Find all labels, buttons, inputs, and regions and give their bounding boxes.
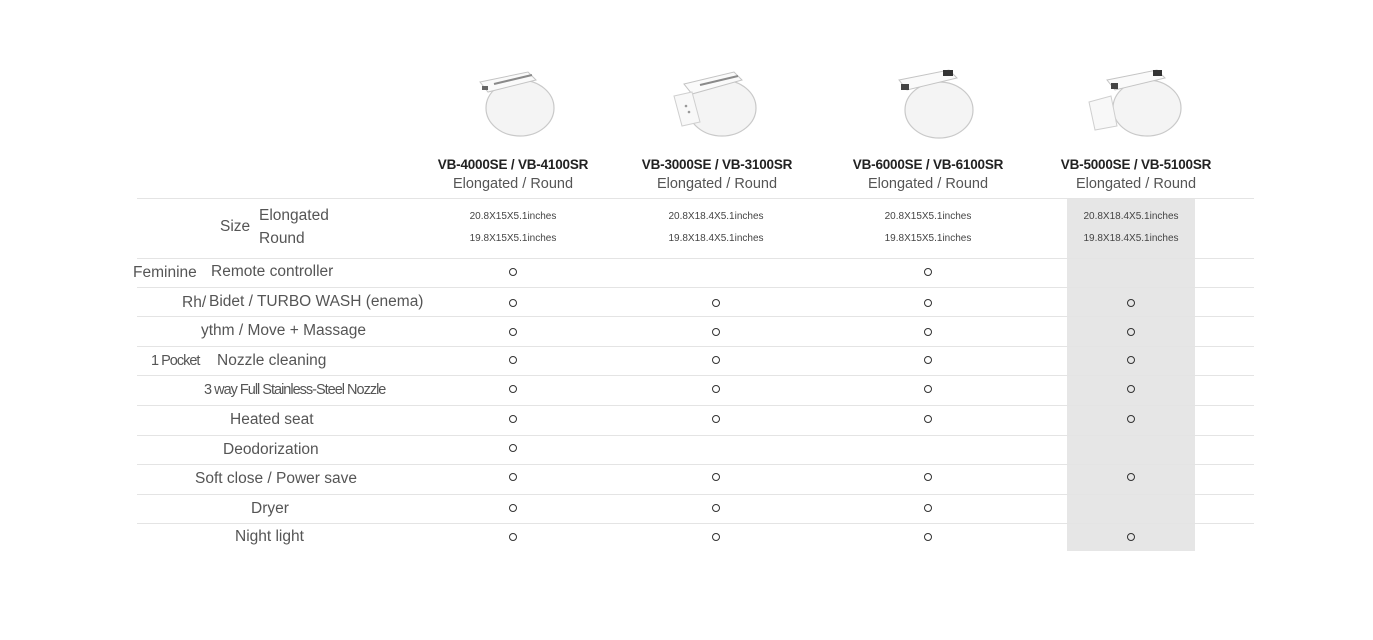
availability-mark (712, 504, 720, 512)
availability-mark (509, 444, 517, 452)
availability-mark (509, 415, 517, 423)
row-divider (137, 198, 1254, 199)
availability-mark (509, 328, 517, 336)
availability-mark (924, 299, 932, 307)
availability-mark (509, 268, 517, 276)
availability-mark (712, 473, 720, 481)
night-light-label: Night light (235, 528, 304, 545)
availability-mark (924, 473, 932, 481)
availability-mark (1127, 356, 1135, 364)
soft-close-label: Soft close / Power save (195, 470, 357, 487)
size-elongated-value: 20.8X15X5.1inches (469, 211, 557, 222)
availability-mark (1127, 385, 1135, 393)
availability-mark (509, 533, 517, 541)
rh-label: Rh/ (182, 294, 207, 311)
rhythm-label: ythm / Move + Massage (201, 322, 366, 339)
availability-mark (924, 268, 932, 276)
size-elongated-value: 20.8X18.4X5.1inches (1083, 211, 1179, 222)
availability-mark (924, 533, 932, 541)
availability-mark (509, 356, 517, 364)
model-name: VB-5000SE / VB-5100SR (1060, 157, 1212, 172)
row-divider (137, 464, 1254, 465)
availability-mark (712, 533, 720, 541)
size-round-value: 19.8X15X5.1inches (884, 233, 972, 244)
bidet-seat-image (1081, 58, 1191, 148)
availability-mark (509, 504, 517, 512)
availability-mark (924, 385, 932, 393)
row-divider (137, 316, 1254, 317)
size-round-value: 19.8X18.4X5.1inches (668, 233, 764, 244)
model-shape: Elongated / Round (1075, 176, 1197, 192)
row-divider (137, 523, 1254, 524)
availability-mark (712, 385, 720, 393)
model-name: VB-4000SE / VB-4100SR (437, 157, 589, 172)
model-name: VB-3000SE / VB-3100SR (641, 157, 793, 172)
availability-mark (712, 356, 720, 364)
product-column-3 (828, 58, 1028, 194)
nozzle-cleaning-label: Nozzle cleaning (217, 352, 327, 369)
product-column-2 (617, 58, 817, 194)
row-divider (137, 494, 1254, 495)
size-label: Size (220, 218, 251, 235)
availability-mark (1127, 299, 1135, 307)
size-elongated-value: 20.8X15X5.1inches (884, 211, 972, 222)
row-divider (137, 435, 1254, 436)
availability-mark (924, 415, 932, 423)
heated-seat-label: Heated seat (230, 411, 314, 428)
row-divider (137, 258, 1254, 259)
remote-label: Remote controller (211, 263, 334, 280)
availability-mark (509, 473, 517, 481)
availability-mark (1127, 533, 1135, 541)
model-shape: Elongated / Round (867, 176, 989, 192)
bidet-seat-image (458, 58, 568, 148)
availability-mark (712, 328, 720, 336)
feminine-label: Feminine (133, 264, 197, 281)
availability-mark (924, 328, 932, 336)
size-round-label: Round (259, 230, 305, 247)
size-round-value: 19.8X18.4X5.1inches (1083, 233, 1179, 244)
product-column-1 (413, 58, 613, 194)
row-divider (137, 287, 1254, 288)
model-shape: Elongated / Round (656, 176, 778, 192)
availability-mark (1127, 473, 1135, 481)
model-name: VB-6000SE / VB-6100SR (852, 157, 1004, 172)
row-divider (137, 405, 1254, 406)
availability-mark (712, 415, 720, 423)
dryer-label: Dryer (251, 500, 289, 517)
size-elongated-value: 20.8X18.4X5.1inches (668, 211, 764, 222)
availability-mark (924, 504, 932, 512)
deodorization-label: Deodorization (223, 441, 319, 458)
row-divider (137, 346, 1254, 347)
bidet-seat-image (662, 58, 772, 148)
availability-mark (509, 299, 517, 307)
product-column-4 (1036, 58, 1236, 194)
size-round-value: 19.8X15X5.1inches (469, 233, 557, 244)
availability-mark (1127, 415, 1135, 423)
row-divider (137, 375, 1254, 376)
pocket-label: 1 Pocket (151, 353, 200, 369)
availability-mark (924, 356, 932, 364)
model-shape: Elongated / Round (452, 176, 574, 192)
bidet-label: Bidet / TURBO WASH (enema) (209, 293, 424, 310)
steel-nozzle-label: 3 way Full Stainless-Steel Nozzle (204, 382, 386, 398)
availability-mark (509, 385, 517, 393)
availability-mark (712, 299, 720, 307)
bidet-seat-image (873, 58, 983, 148)
availability-mark (1127, 328, 1135, 336)
size-elongated-label: Elongated (259, 207, 329, 224)
